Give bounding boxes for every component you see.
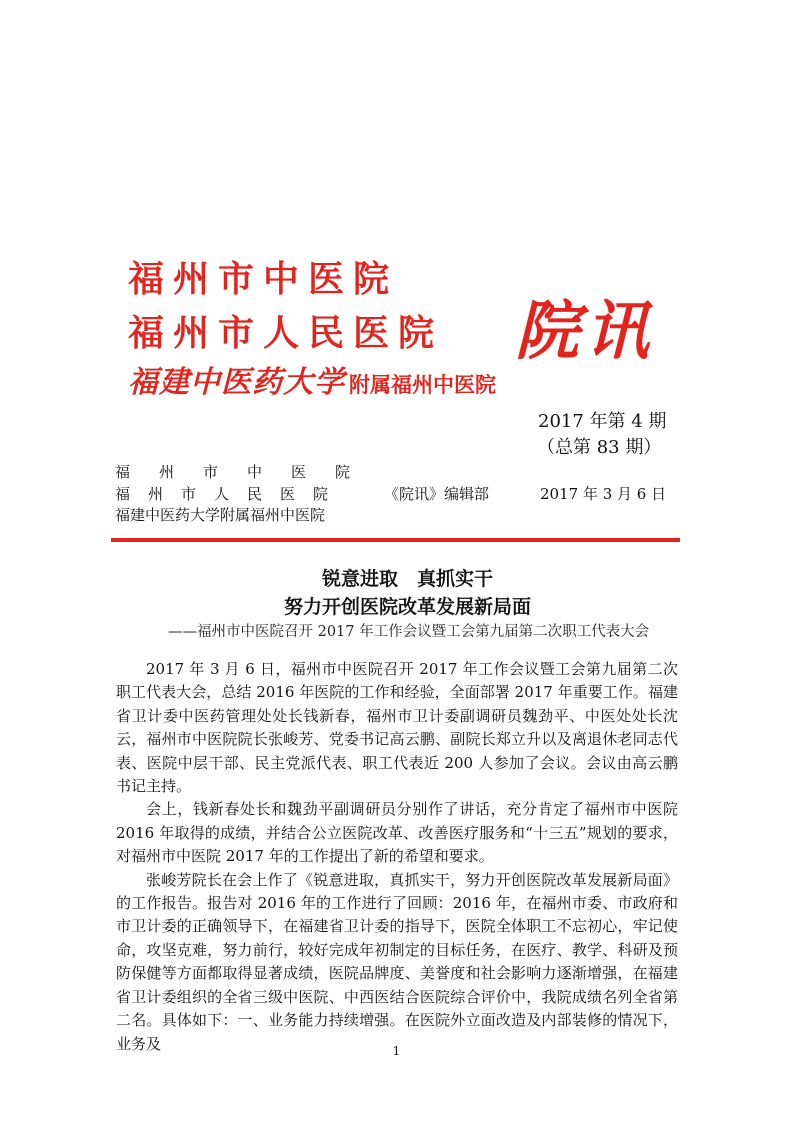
red-divider xyxy=(111,538,680,542)
article-paragraph-3: 张峻芳院长在会上作了《锐意进取，真抓实干，努力开创医院改革发展新局面》的工作报告。报告对 2016 年的工作进行了回顾：2016 年，在福州市委、市政府和市卫计委的正确领导下，在福建省卫计委的指导下，医院全体职工不忘初心，牢记使命，攻坚克难，努力前行，较好完成年初制定的目标任务，在医疗、教学、科研及预防保健等方面都取得显著成绩，医院品牌度、美誉度和社会影响力逐渐增强，在福建省卫计委组织的全省三级中医院、中西医结合医院综合评价中，我院成绩名列全省第二名。具体如下：一、业务能力持续增强。在医院外立面改造及内部装修的情况下，业务及 xyxy=(116,870,678,1053)
issue-date: 2017 年 3 月 6 日 xyxy=(540,485,667,503)
issuer-org-3: 福建中医药大学附属福州中医院 xyxy=(115,506,326,524)
issue-total: （总第 83 期） xyxy=(537,437,662,458)
issue-number: 2017 年第 4 期 xyxy=(538,411,667,432)
affiliate-name: 附属福州中医院 xyxy=(349,373,496,397)
article-body xyxy=(116,658,678,1056)
issuer-org-1: 福州市中医院 xyxy=(115,463,380,481)
article-title-line-2: 努力开创医院改革发展新局面 xyxy=(283,596,531,618)
issuer-org-2: 福州市人民医院 xyxy=(115,485,347,503)
article-subtitle: ——福州市中医院召开 2017 年工作会议暨工会第九届第二次职工代表大会 xyxy=(168,624,650,640)
article-paragraph-1: 2017 年 3 月 6 日，福州市中医院召开 2017 年工作会议暨工会第九届第二次职工代表大会，总结 2016 年医院的工作和经验，全面部署 2017 年重要工作。福建省卫计委中医药管理处处长钱新春，福州市卫计委副调研员魏劲平、中医处处长沈云，福州市中医院院长张峻芳、党委书记高云鹏、副院长郑立升以及离退休老同志代表、医院中层干部、民主党派代表、职工代表近 200 人参加了会议。会议由高云鹏书记主持。 xyxy=(116,660,678,796)
article-paragraph-2: 会上，钱新春处长和魏劲平副调研员分别作了讲话，充分肯定了福州市中医院 2016 年取得的成绩，并结合公立医院改革、改善医疗服务和“十三五”规划的要求，对福州市中医院 2017 年的工作提出了新的希望和要求。 xyxy=(116,800,678,866)
masthead-hospital-2: 福州市人民医院 xyxy=(128,312,444,354)
university-logotype: 福建中医药大学 xyxy=(128,365,345,400)
publication-title: 院讯 xyxy=(515,294,655,369)
page-number: 1 xyxy=(392,1044,401,1058)
masthead-university-line xyxy=(128,365,496,400)
article-title-line-1: 锐意进取 真抓实干 xyxy=(321,568,493,590)
editor-name: 《院讯》编辑部 xyxy=(384,485,490,503)
masthead-hospital-1: 福州市中医院 xyxy=(128,258,399,300)
